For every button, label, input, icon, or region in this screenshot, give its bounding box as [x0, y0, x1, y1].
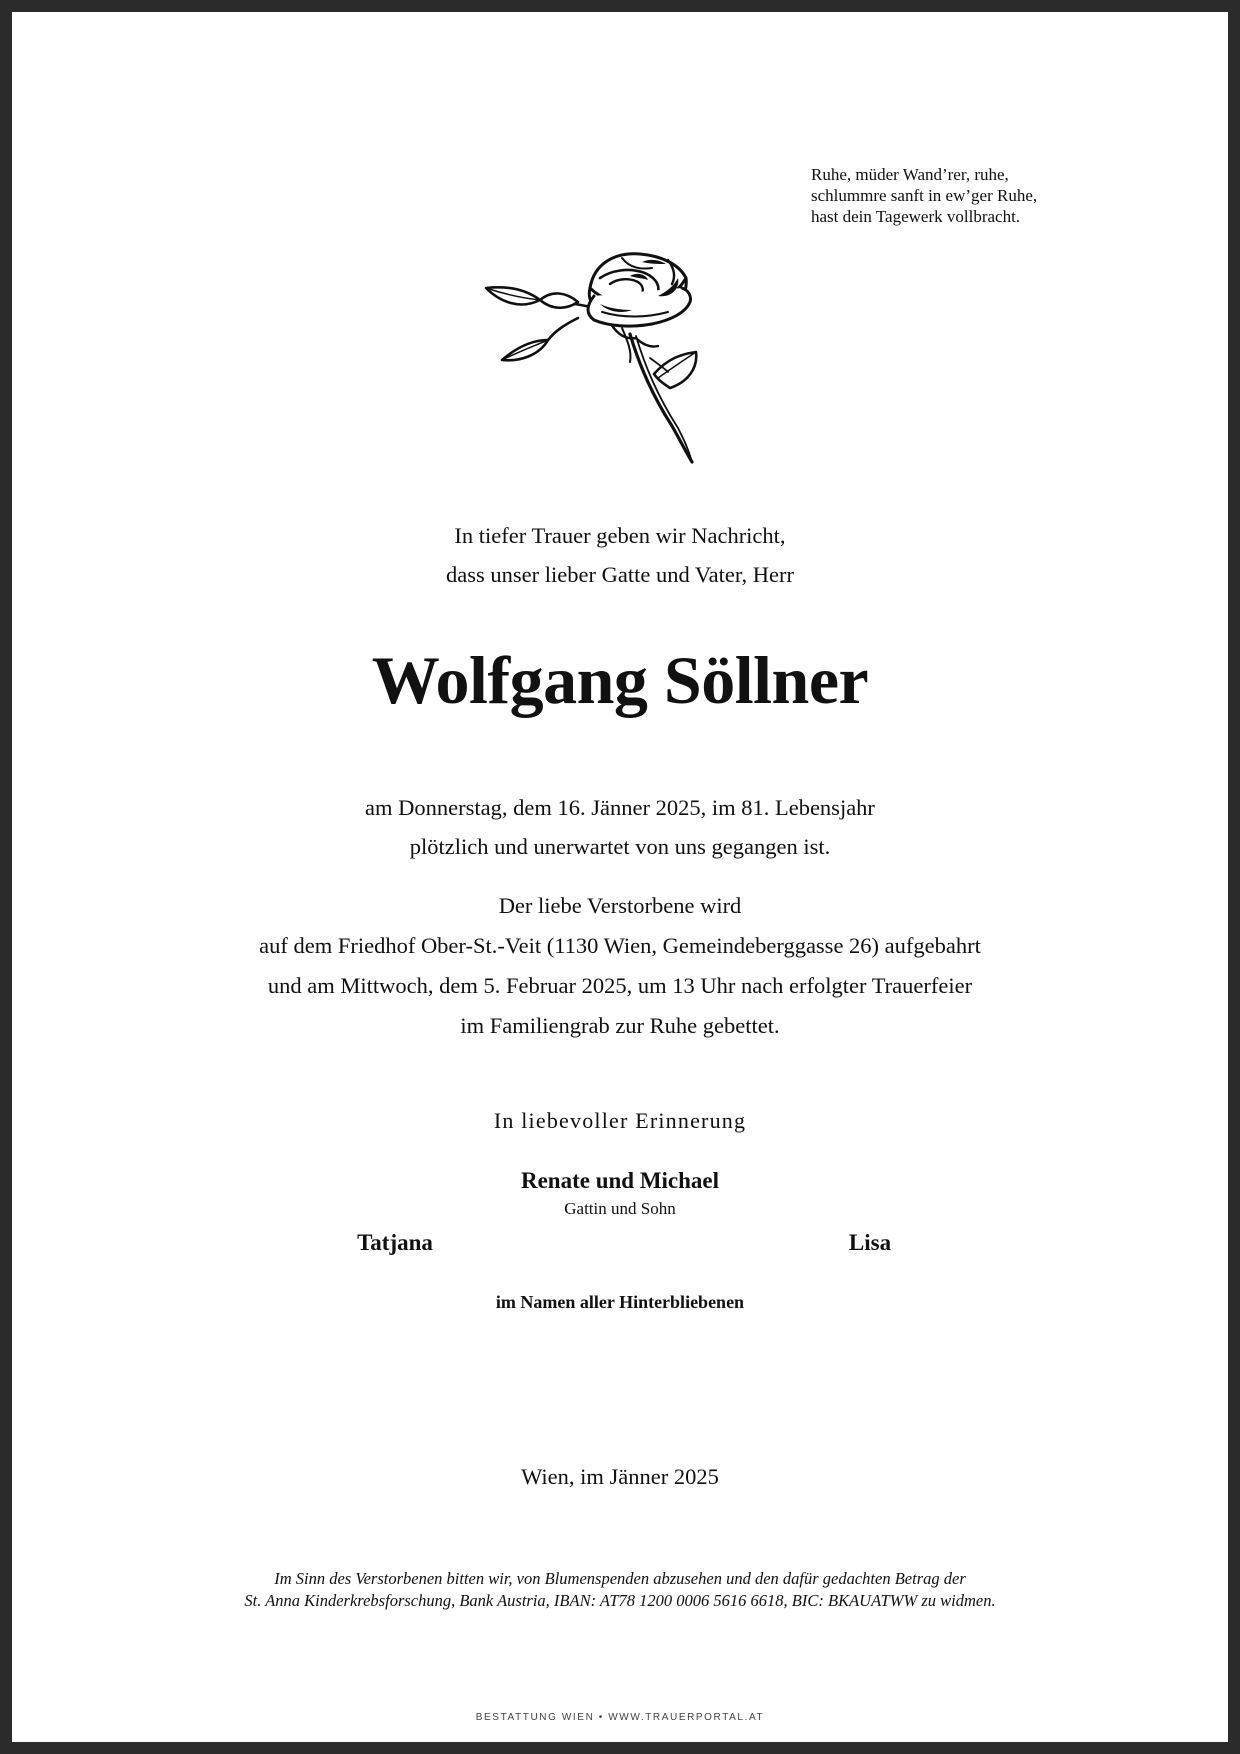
intro-text: [12, 516, 1228, 594]
passing-line: am Donnerstag, dem 16. Jänner 2025, im 81. Lebensjahr: [365, 795, 875, 820]
donation-line: St. Anna Kinderkrebsforschung, Bank Austria, IBAN: AT78 1200 0006 5616 6618, BIC: BKAUATWW zu widmen.: [244, 1591, 996, 1610]
burial-line: auf dem Friedhof Ober-St.-Veit (1130 Wien, Gemeindeberggasse 26) aufgebahrt: [259, 933, 981, 958]
poem-line: hast dein Tagewerk vollbracht.: [811, 207, 1021, 226]
family-name-left: Tatjana: [357, 1230, 433, 1255]
poem: [811, 164, 1171, 227]
donation-note: [12, 1568, 1228, 1612]
bereaved-note: im Namen aller Hinterbliebenen: [495, 1292, 745, 1312]
deceased-name: Wolfgang Söllner: [371, 642, 869, 718]
family-main-role: Gattin und Sohn: [564, 1199, 676, 1218]
burial-text: [12, 886, 1228, 1046]
donation-line: Im Sinn des Verstorbenen bitten wir, von Blumenspenden abzusehen und den dafür gedachten Betrag der: [274, 1569, 966, 1588]
burial-line: Der liebe Verstorbene wird: [498, 893, 742, 918]
footer-credit: BESTATTUNG WIEN • WWW.TRAUERPORTAL.AT: [475, 1712, 765, 1723]
memory-heading: In liebevoller Erinnerung: [493, 1108, 747, 1133]
family-name-right: Lisa: [848, 1230, 892, 1255]
place-date: Wien, im Jänner 2025: [521, 1464, 719, 1489]
burial-line: und am Mittwoch, dem 5. Februar 2025, um 13 Uhr nach erfolgter Trauerfeier: [267, 973, 973, 998]
family-main-names: Renate und Michael: [520, 1168, 720, 1193]
obituary-page: [12, 12, 1228, 1742]
rose-icon: [482, 248, 742, 468]
passing-line: plötzlich und unerwartet von uns gegangen ist.: [409, 834, 831, 859]
poem-line: schlummre sanft in ew’ger Ruhe,: [811, 186, 1038, 205]
intro-line: dass unser lieber Gatte und Vater, Herr: [446, 562, 794, 587]
passing-text: [12, 788, 1228, 866]
burial-line: im Familiengrab zur Ruhe gebettet.: [460, 1013, 780, 1038]
poem-line: Ruhe, müder Wand’rer, ruhe,: [811, 165, 1009, 184]
intro-line: In tiefer Trauer geben wir Nachricht,: [454, 523, 786, 548]
